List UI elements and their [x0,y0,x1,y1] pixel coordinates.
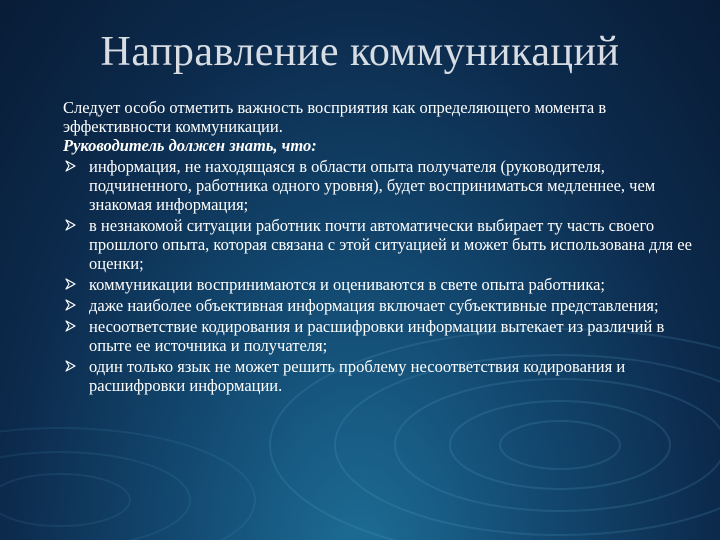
slide-title: Направление коммуникаций [100,29,620,75]
bullet-list [63,157,699,395]
slide-content [63,98,699,395]
list-item-text: даже наиболее объективная информация включает субъективные представления; [89,296,659,315]
arrow-bullet-icon [63,319,77,333]
intro-paragraph: Следует особо отметить важность восприятия как определяющего момента в эффективности коммуникации. [63,98,607,136]
arrow-bullet-icon [63,359,77,373]
arrow-bullet-icon [63,159,77,173]
list-item-text: в незнакомой ситуации работник почти автоматически выбирает ту часть своего прошлого опыта, которая связана с этой ситуацией и может быть использована для ее оценки; [89,216,692,273]
list-item [63,157,699,214]
list-item [63,216,699,273]
list-item-text: информация, не находящаяся в области опыта получателя (руководителя, подчиненного, работника одного уровня), будет восприниматься медленнее, чем знакомая информация; [89,157,656,214]
lead-label: Руководитель должен знать, что: [63,136,317,155]
list-item [63,317,699,355]
list-item [63,296,699,315]
arrow-bullet-icon [63,277,77,291]
list-item-text: один только язык не может решить проблему несоответствия кодирования и расшифровки информации. [89,357,626,395]
arrow-bullet-icon [63,218,77,232]
list-item-text: коммуникации воспринимаются и оцениваются в свете опыта работника; [89,275,606,294]
list-item [63,275,699,294]
list-item-text: несоответствие кодирования и расшифровки информации вытекает из различий в опыте ее источника и получателя; [89,317,665,355]
arrow-bullet-icon [63,298,77,312]
list-item [63,357,699,395]
